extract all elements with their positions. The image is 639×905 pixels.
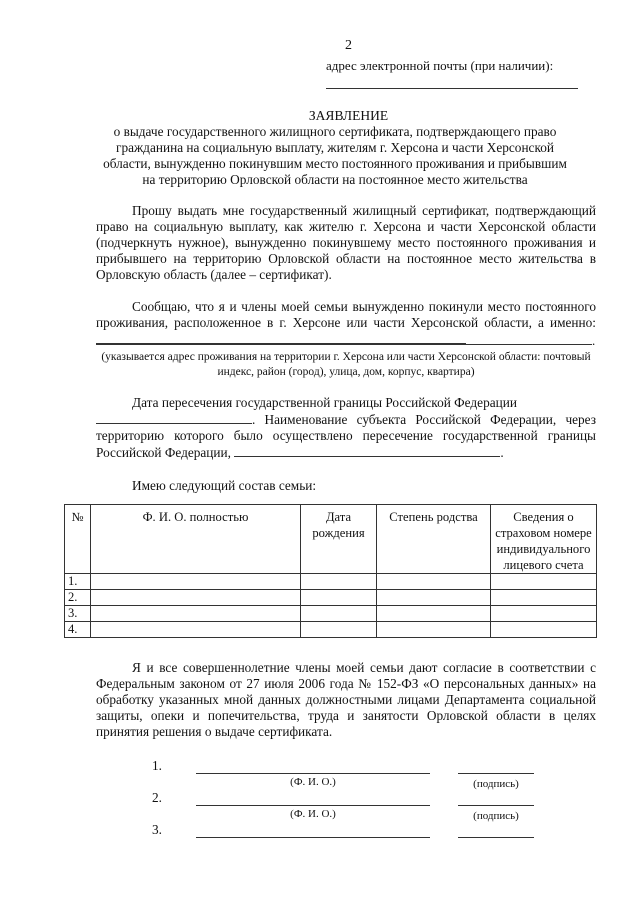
- signature-sign-line-2[interactable]: [458, 805, 534, 806]
- snils-cell[interactable]: [491, 590, 597, 606]
- address-paragraph: [96, 299, 596, 348]
- border-subject-label: . Наименование субъекта Российской Федерации, через территорию которого было осуществлено пересечение государственной границы Российской Федерации,: [96, 412, 596, 460]
- email-field-line[interactable]: [326, 88, 578, 89]
- relation-cell[interactable]: [377, 606, 491, 622]
- full-name-cell[interactable]: [91, 606, 301, 622]
- row-number: 1.: [65, 574, 91, 590]
- email-label: адрес электронной почты (при наличии):: [326, 58, 554, 73]
- header-snils: Сведения о страховом номере индивидуального лицевого счета: [491, 505, 597, 574]
- border-date-label: Дата пересечения государственной границы Российской Федерации: [132, 395, 517, 410]
- snils-cell[interactable]: [491, 622, 597, 638]
- signature-number-2: 2.: [152, 790, 162, 805]
- signature-sign-caption-1: (подпись): [473, 778, 519, 790]
- snils-cell[interactable]: [491, 606, 597, 622]
- signature-name-caption-2: (Ф. И. О.): [290, 808, 336, 820]
- signature-sign-line-3[interactable]: [458, 837, 534, 838]
- row-number: 4.: [65, 622, 91, 638]
- table-row: [65, 574, 597, 590]
- signature-number-1: 1.: [152, 758, 162, 773]
- row-number: 3.: [65, 606, 91, 622]
- signature-name-line-1[interactable]: [196, 773, 430, 774]
- full-name-cell[interactable]: [91, 574, 301, 590]
- border-date-field-line[interactable]: [96, 411, 252, 424]
- address-field-line[interactable]: [96, 331, 466, 344]
- table-row: [65, 606, 597, 622]
- request-paragraph: [96, 203, 596, 283]
- border-end-dot: .: [500, 445, 504, 460]
- relation-cell[interactable]: [377, 622, 491, 638]
- birth-date-cell[interactable]: [301, 622, 377, 638]
- address-end-dot: .: [592, 333, 596, 348]
- header-full-name: Ф. И. О. полностью: [91, 505, 301, 574]
- relation-cell[interactable]: [377, 590, 491, 606]
- page-number: 2: [345, 38, 352, 53]
- address-text: Сообщаю, что я и члены моей семьи вынужденно покинули место постоянного проживания, расположенное в г. Херсоне или части Херсонской области, а именно:: [96, 299, 596, 330]
- birth-date-cell[interactable]: [301, 590, 377, 606]
- document-title: ЗАЯВЛЕНИЕ: [308, 108, 389, 123]
- signature-name-caption-1: (Ф. И. О.): [290, 776, 336, 788]
- snils-cell[interactable]: [491, 574, 597, 590]
- table-row: [65, 590, 597, 606]
- header-number: №: [65, 505, 91, 574]
- signature-name-line-3[interactable]: [196, 837, 430, 838]
- request-text: Прошу выдать мне государственный жилищный сертификат, подтверждающий право на социальную выплату, как жителю г. Херсона и части Херсонской области (подчеркнуть нужное), вынужденно покинувшему место постоянного проживания и прибывшего на территорию Орловской области на постоянное место жительства в Орловскую область (далее – сертификат).: [96, 203, 596, 282]
- family-label: Имею следующий состав семьи:: [132, 478, 317, 493]
- full-name-cell[interactable]: [91, 590, 301, 606]
- address-field-line-2[interactable]: [96, 344, 592, 345]
- border-subject-field-line[interactable]: [234, 444, 500, 457]
- full-name-cell[interactable]: [91, 622, 301, 638]
- signature-number-3: 3.: [152, 822, 162, 837]
- row-number: 2.: [65, 590, 91, 606]
- table-row: [65, 622, 597, 638]
- header-relation: Степень родства: [377, 505, 491, 574]
- signature-sign-caption-2: (подпись): [473, 810, 519, 822]
- birth-date-cell[interactable]: [301, 606, 377, 622]
- consent-paragraph: [96, 660, 596, 740]
- family-table-header: [65, 505, 597, 574]
- document-subtitle: о выдаче государственного жилищного сертификата, подтверждающего право гражданина на социальную выплату, жителям г. Херсона и части Херсонской области, вынужденно покинувшим место постоянного проживания и прибывшим на территорию Орловской области на постоянное место жительства: [103, 124, 567, 187]
- address-note: (указывается адрес проживания на территории г. Херсона или части Херсонской области: почтовый индекс, район (город), улица, дом, корпус, квартира): [101, 351, 591, 378]
- border-paragraph: [96, 395, 596, 461]
- birth-date-cell[interactable]: [301, 574, 377, 590]
- signature-sign-line-1[interactable]: [458, 773, 534, 774]
- header-birth-date: Дата рождения: [301, 505, 377, 574]
- relation-cell[interactable]: [377, 574, 491, 590]
- signature-name-line-2[interactable]: [196, 805, 430, 806]
- consent-text: Я и все совершеннолетние члены моей семьи дают согласие в соответствии с Федеральным законом от 27 июля 2006 года № 152-ФЗ «О персональных данных» на обработку указанных мной данных должностными лицами Департамента социальной защиты, опеки и попечительства, труда и занятости Орловской области в целях принятия решения о выдаче сертификата.: [96, 660, 596, 739]
- family-table: [64, 504, 597, 638]
